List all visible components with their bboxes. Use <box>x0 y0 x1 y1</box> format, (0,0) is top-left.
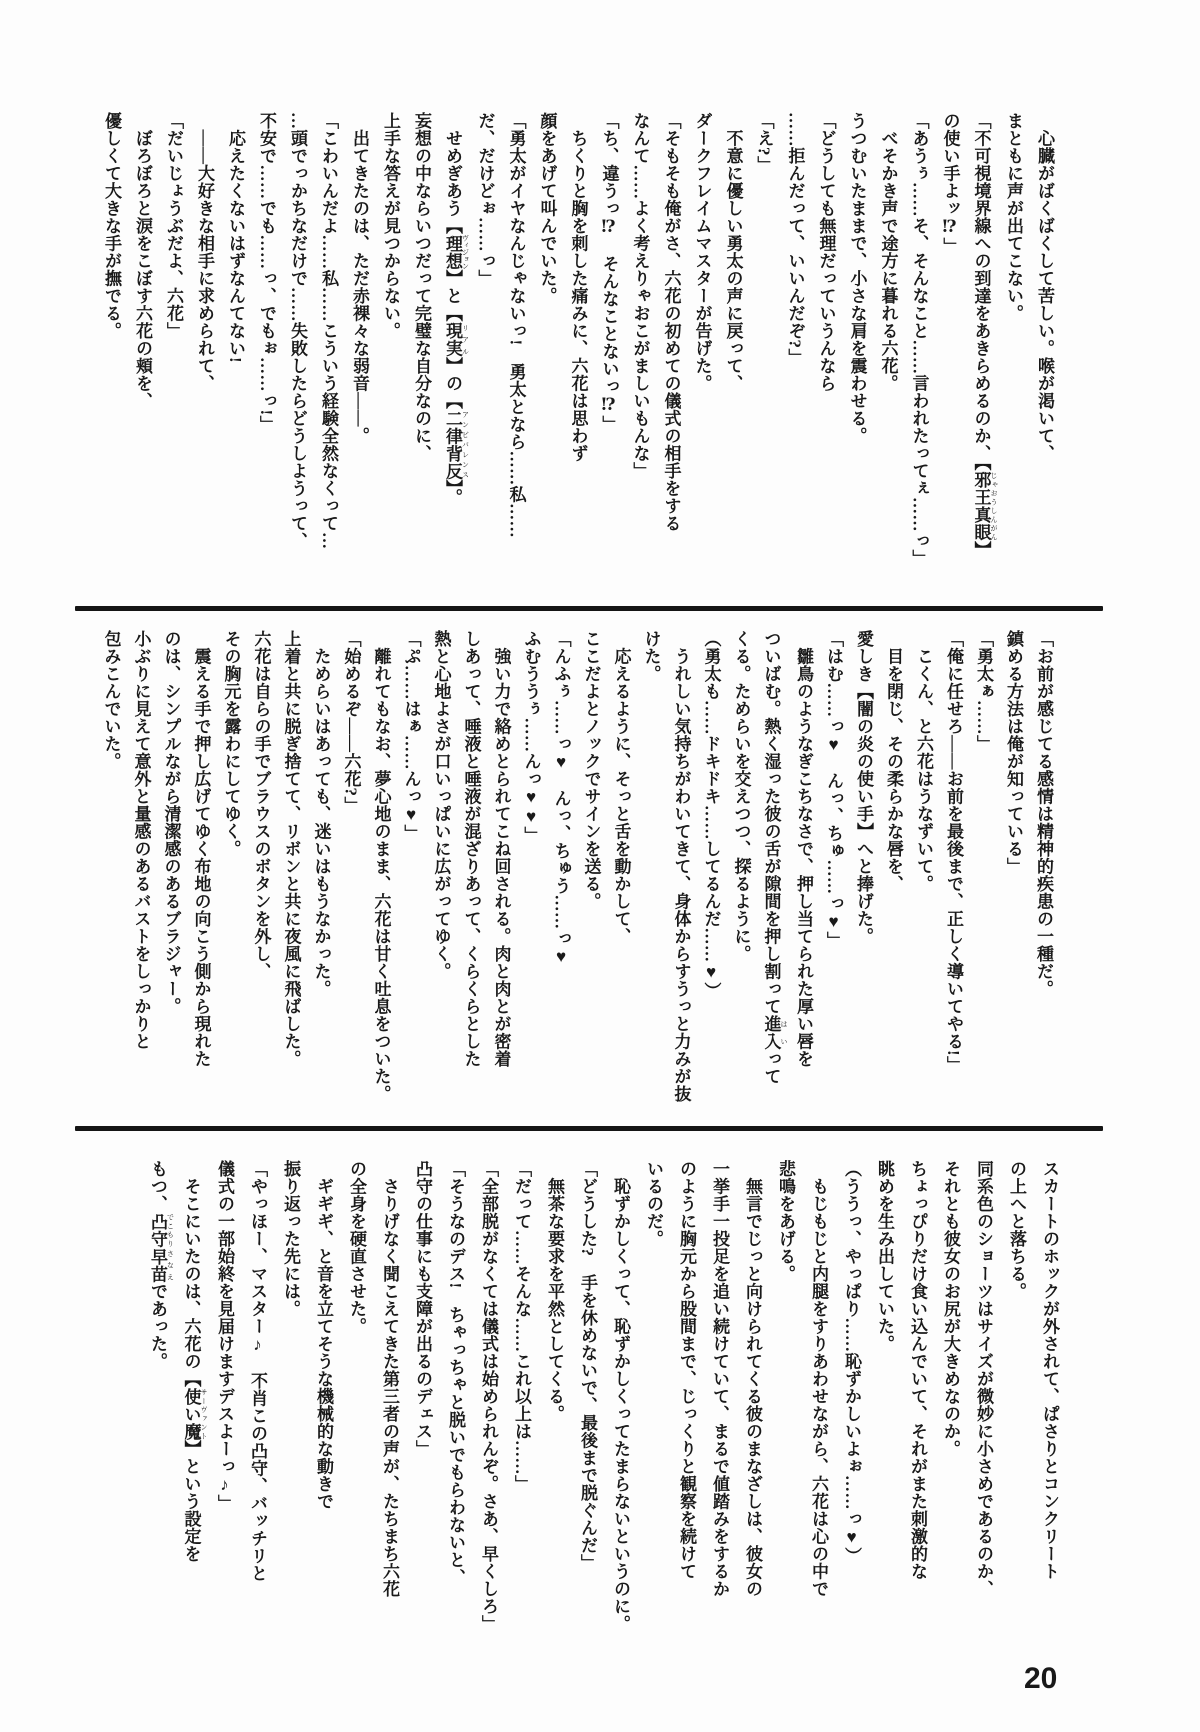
text-column: ぼろぼろと涙をこぼす六花の頬を、 <box>133 112 152 410</box>
text-column: ……拒んだって、いいんだぞ?」 <box>785 112 805 366</box>
text-column: （勇太も……ドキドキ……してるんだ……♥） <box>701 630 721 1000</box>
text-column: 「ぷ……はぁ……んっ♥」 <box>401 630 421 842</box>
text-column: もつ、凸守 でこもり早苗 さなえであった。 <box>148 1160 175 1370</box>
text-column: 無言でじっと向けられてくる彼のまなざしは、彼女の <box>743 1160 762 1598</box>
text-column: 「全部脱がなくては儀式は始められんぞ。さあ、早くしろ」 <box>479 1160 498 1633</box>
text-column: （ううっ、やっぱり……恥ずかしいよぉ……っ♥） <box>842 1160 861 1565</box>
text-column: 「勇太がイヤなんじゃないっ! 勇太となら……私…… <box>506 112 526 539</box>
text-column: 出てきたのは、ただ赤裸々な弱音――。 <box>350 112 369 445</box>
text-column: くる。ためらいを交えつつ、探るように。 <box>731 630 751 963</box>
text-column: せめぎあう【理想 ヴィジョン】と【現実 リアル】の【二律背反 アンビバレンス】。 <box>443 112 470 506</box>
text-column: 「勇太ぁ……」 <box>974 630 993 753</box>
text-column: ついばむ。熱く湿った彼の舌が隙間を押し割って進入 はいって <box>761 630 788 1085</box>
text-column: 眺めを生み出していた。 <box>875 1160 894 1353</box>
text-column: 「ち、違うっ⁉ そんなことないっ⁉」 <box>599 112 619 433</box>
text-column: 「俺に任せろ――お前を最後まで、正しく導いてやる!」 <box>944 630 963 1074</box>
text-column: 妄想の中ならいつだって完璧な自分なのに、 <box>412 112 431 462</box>
text-column: のは、シンプルながら清潔感のあるブラジャー。 <box>161 630 181 1015</box>
text-column: 「始めるぞ――六花?」 <box>341 630 361 814</box>
text-column: 愛しき【闇の炎の使い手】へと捧げた。 <box>854 630 873 945</box>
text-column: ここだよとノックでサインを送る。 <box>581 630 601 910</box>
text-column: それとも彼女のお尻が大きめなのか。 <box>941 1160 960 1458</box>
text-column: 恥ずかしくって、恥ずかしくってたまらないというのに。 <box>611 1160 630 1633</box>
text-column: ――大好きな相手に求められて、 <box>195 112 214 392</box>
text-column: 強い力で絡めとられてこね回される。肉と肉とが密着 <box>491 630 511 1068</box>
text-column: 離れてもなお、夢心地のまま、六花は甘く吐息をついた。 <box>371 630 391 1103</box>
text-column: 不安で……でも……っ、でもぉ……っ!」 <box>257 112 276 434</box>
text-section-bottom <box>141 1160 1066 1638</box>
text-column: いるのだ。 <box>644 1160 663 1248</box>
text-column: しあって、唾液と唾液が混ざりあって、くらくらとした <box>461 630 481 1068</box>
text-column: スカートのホックが外されて、ぱさりとコンクリート <box>1040 1160 1059 1580</box>
text-column: 上手な答えが見つからない。 <box>381 112 400 340</box>
text-column: もじもじと内腿をすりあわせながら、六花は心の中で <box>809 1160 828 1598</box>
text-column: 包みこんでいた。 <box>101 630 121 770</box>
text-column: 悲鳴をあげる。 <box>776 1160 795 1283</box>
text-column: 「こわいんだよ……私……こういう経験全然なくって… <box>319 112 338 550</box>
text-column: 「あうぅ……そ、そんなこと……言われたってぇ……っ」 <box>909 112 929 567</box>
text-column: 心臓がばくばくして苦しい。喉が渇いて、 <box>1035 112 1054 462</box>
text-column: 応えたくないはずなんてない! <box>226 112 245 364</box>
text-column: 熱と心地よさが口いっぱいに広がってゆく。 <box>431 630 451 980</box>
text-column: だ、だけどぉ……っ」 <box>475 112 495 287</box>
section-divider-1 <box>75 606 1103 611</box>
text-section-middle <box>96 630 1059 1108</box>
text-column: ためらいはあっても、迷いはもうなかった。 <box>311 630 331 998</box>
text-column: 同系色のショーツはサイズが微妙に小さめであるのか、 <box>974 1160 993 1598</box>
text-column: ちくりと胸を刺した痛みに、六花は思わず <box>568 112 588 462</box>
text-column: そこにいたのは、六花の【使い魔 サーヴァント】という設定を <box>181 1160 208 1563</box>
text-column: の上へと落ちる。 <box>1007 1160 1026 1300</box>
page-number: 20 <box>1024 1662 1058 1695</box>
text-column: 無茶な要求を平然としてくる。 <box>545 1160 564 1423</box>
text-column: 目を閉じ、その柔らかな唇を、 <box>884 630 903 893</box>
text-column: 小ぶりに見えて意外と量感のあるバストをしっかりと <box>131 630 151 1050</box>
text-column: 上着と共に脱ぎ捨てて、リボンと共に夜風に飛ばした。 <box>281 630 301 1068</box>
text-column: さりげなく聞こえてきた第三者の声が、たちまち六花 <box>380 1160 399 1598</box>
text-column: こくん、と六花はうなずいて。 <box>914 630 933 893</box>
text-column: ちょっぴりだけ食い込んでいて、それがまた刺激的な <box>908 1160 927 1580</box>
text-column: 震える手で押し広げてゆく布地の向こう側から現れた <box>191 630 211 1068</box>
text-column: 「どうしても無理だっていうんなら <box>816 112 836 392</box>
text-column: 「んふぅ……っ♥ んっ、ちゅう……っ♥ <box>551 630 571 967</box>
text-column: ギギギ、と音を立てそうな機械的な動きで <box>314 1160 333 1510</box>
text-column: の使い手よッ⁉」 <box>940 112 960 255</box>
text-column: ダークフレイムマスターが告げた。 <box>692 112 712 392</box>
text-column: 凸守の仕事にも支障が出るのデェス」 <box>413 1160 432 1458</box>
text-column: なんて……よく考えりゃおこがましいもんな」 <box>630 112 650 480</box>
text-column: 六花は自らの手でブラウスのボタンを外し、 <box>251 630 271 980</box>
text-column: ふむううぅ……んっ♥♥」 <box>521 630 541 844</box>
text-column: 儀式の一部始終を見届けますデスよーっ♪」 <box>215 1160 234 1512</box>
text-column: の全身を硬直させた。 <box>347 1160 366 1335</box>
text-column: 「不可視境界線への到達をあきらめるのか、【邪王真眼 じゃおうしんがん】 <box>971 112 998 559</box>
text-column: その胸元を露わにしてゆく。 <box>221 630 241 858</box>
text-column: 「はむ……っ♥ んっ、ちゅ……っ♥」 <box>824 630 843 949</box>
text-column: 鎮める方法は俺が知っている」 <box>1004 630 1023 875</box>
text-column: まともに声が出てこない。 <box>1004 112 1023 322</box>
text-column: のように胸元から股間まで、じっくりと観察を続けて <box>677 1160 696 1580</box>
text-column: 顔をあげて叫んでいた。 <box>537 112 557 305</box>
text-column: 不意に優しい勇太の声に戻って、 <box>723 112 743 392</box>
text-column: べそかき声で途方に暮れる六花。 <box>878 112 898 392</box>
text-column: 応えるように、そっと舌を動かして、 <box>611 630 631 945</box>
text-column: 一挙手一投足を追い続けていて、まるで値踏みをするか <box>710 1160 729 1598</box>
section-divider-2 <box>75 1126 1103 1131</box>
text-column: 優しくて大きな手が撫でる。 <box>102 112 121 340</box>
text-column: 「だいじょうぶだよ、六花」 <box>164 112 183 340</box>
text-column: 「え?」 <box>754 112 774 174</box>
text-column: 「どうした? 手を休めないで、最後まで脱ぐんだ」 <box>578 1160 597 1572</box>
text-column: …頭でっかちなだけで……失敗したらどうしようって、 <box>288 112 307 550</box>
text-column: うれしい気持ちがわいてきて、身体からすうっと力みが抜けた。 <box>641 630 691 1103</box>
text-column: 振り返った先には。 <box>281 1160 300 1318</box>
text-column: 雛鳥のようなぎこちなさで、押し当てられた厚い唇を <box>794 630 813 1068</box>
text-column: うつむいたままで、小さな肩を震わせる。 <box>847 112 867 445</box>
text-column: 「お前が感じてる感情は精神的疾患の一種だ。 <box>1034 630 1053 998</box>
text-section-top <box>96 112 1060 590</box>
text-column: 「だって……そんな……これ以上は……」 <box>512 1160 531 1493</box>
text-column: 「そもそも俺がさ、六花の初めての儀式の相手をする <box>661 112 681 532</box>
text-column: 「そうなのデス! ちゃっちゃと脱いでもらわないと、 <box>446 1160 465 1587</box>
text-column: 「やっほー、マスター♪ 不肖この凸守、バッチリと <box>248 1160 267 1582</box>
